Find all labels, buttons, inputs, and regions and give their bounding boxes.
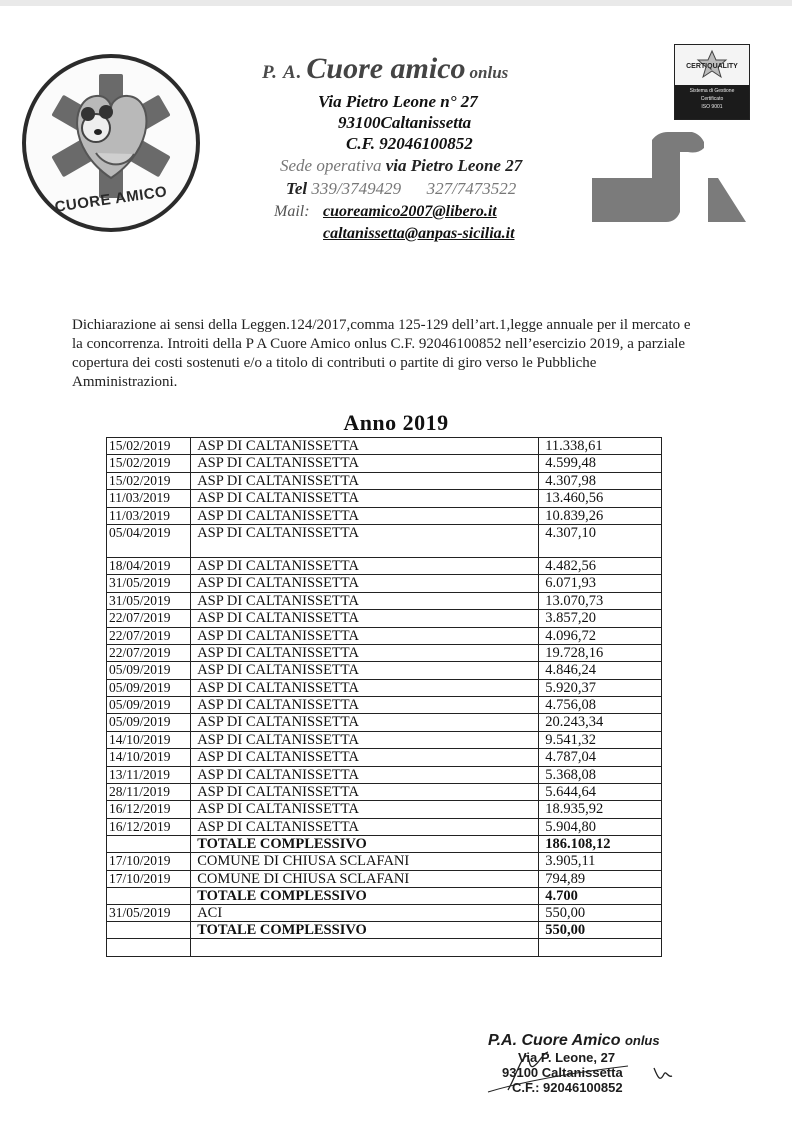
amount-cell: 550,00: [539, 904, 662, 921]
table-row: [107, 749, 662, 766]
decorative-logo-graphic: [588, 128, 752, 230]
description-cell: ASP DI CALTANISSETTA: [191, 455, 539, 472]
cf-line: C.F. 92046100852: [346, 134, 473, 153]
amount-cell: 4.307,10: [539, 524, 662, 557]
table-row: [107, 731, 662, 748]
organization-name: [262, 52, 508, 86]
amount-cell: 3.857,20: [539, 610, 662, 627]
description-cell: ASP DI CALTANISSETTA: [191, 818, 539, 835]
table-row: [107, 853, 662, 870]
date-cell: [107, 939, 191, 956]
date-cell: [107, 922, 191, 939]
cert-line2: Certificato: [700, 96, 724, 102]
date-cell: 05/04/2019: [107, 524, 191, 557]
date-cell: 15/02/2019: [107, 438, 191, 455]
description-cell: ASP DI CALTANISSETTA: [191, 784, 539, 801]
certification-badge: [674, 44, 750, 120]
amount-cell: 5.920,37: [539, 679, 662, 696]
date-cell: 14/10/2019: [107, 731, 191, 748]
address-line1: Via Pietro Leone n° 27: [318, 92, 478, 111]
amount-cell: 5.368,08: [539, 766, 662, 783]
cert-line3: ISO 9001: [701, 104, 723, 110]
description-cell: ASP DI CALTANISSETTA: [191, 714, 539, 731]
contributions-table: [106, 437, 662, 957]
date-cell: 11/03/2019: [107, 507, 191, 524]
amount-cell: 4.787,04: [539, 749, 662, 766]
mail-label: Mail:: [274, 203, 310, 220]
table-row: [107, 714, 662, 731]
top-band: [0, 0, 792, 6]
date-cell: 11/03/2019: [107, 490, 191, 507]
date-cell: 16/12/2019: [107, 818, 191, 835]
stamp-line4: C.F.: 92046100852: [512, 1080, 623, 1095]
date-cell: 22/07/2019: [107, 610, 191, 627]
description-cell: COMUNE DI CHIUSA SCLAFANI: [191, 853, 539, 870]
description-cell: ASP DI CALTANISSETTA: [191, 766, 539, 783]
amount-cell: 4.846,24: [539, 662, 662, 679]
stamp-line2: Via P. Leone, 27: [518, 1050, 616, 1065]
table-row: [107, 697, 662, 714]
table-row: [107, 507, 662, 524]
description-cell: ACI: [191, 904, 539, 921]
sede-address: via Pietro Leone 27: [385, 156, 523, 175]
amount-cell: 4.756,08: [539, 697, 662, 714]
table-row: [107, 644, 662, 661]
table-body: [107, 438, 662, 957]
sede-line: [280, 156, 522, 176]
description-cell: ASP DI CALTANISSETTA: [191, 490, 539, 507]
date-cell: 05/09/2019: [107, 697, 191, 714]
description-cell: ASP DI CALTANISSETTA: [191, 507, 539, 524]
description-cell: TOTALE COMPLESSIVO: [191, 922, 539, 939]
table-row: [107, 557, 662, 574]
amount-cell: 794,89: [539, 870, 662, 887]
table-row: [107, 592, 662, 609]
amount-cell: 5.644,64: [539, 784, 662, 801]
amount-cell: 3.905,11: [539, 853, 662, 870]
amount-cell: 5.904,80: [539, 818, 662, 835]
description-cell: TOTALE COMPLESSIVO: [191, 887, 539, 904]
table-row: [107, 662, 662, 679]
amount-cell: 550,00: [539, 922, 662, 939]
description-cell: ASP DI CALTANISSETTA: [191, 627, 539, 644]
cert-mark-icon: [682, 48, 742, 82]
table-row: [107, 801, 662, 818]
amount-cell: 10.839,26: [539, 507, 662, 524]
tel-line: [286, 179, 516, 199]
logo-text: CUORE AMICO: [53, 183, 169, 216]
date-cell: 15/02/2019: [107, 472, 191, 489]
intro-paragraph: Dichiarazione ai sensi della Leggen.124/2017,comma 125-129 dell’art.1,legge annuale per il mercato e la concorrenza. Introiti della P A Cuore Amico onlus C.F. 92046100852 nell’esercizio 2019, a parziale copertura dei costi sostenuti e/o a titolo di contributi o partite di giro verso le Pubbliche Amministrazioni.: [72, 317, 691, 390]
table-row: [107, 870, 662, 887]
date-cell: 17/10/2019: [107, 853, 191, 870]
date-cell: 18/04/2019: [107, 557, 191, 574]
amount-cell: 20.243,34: [539, 714, 662, 731]
email-primary[interactable]: cuoreamico2007@libero.it: [323, 203, 497, 220]
description-cell: ASP DI CALTANISSETTA: [191, 749, 539, 766]
cert-top: [675, 45, 749, 85]
cert-line1: Sistema di Gestione: [689, 88, 735, 94]
table-row: [107, 784, 662, 801]
date-cell: 13/11/2019: [107, 766, 191, 783]
description-cell: ASP DI CALTANISSETTA: [191, 801, 539, 818]
table-title: Anno 2019: [343, 410, 449, 435]
description-cell: ASP DI CALTANISSETTA: [191, 592, 539, 609]
date-cell: 16/12/2019: [107, 801, 191, 818]
address-line2: 93100Caltanissetta: [338, 113, 472, 132]
description-cell: [191, 939, 539, 956]
amount-cell: 4.096,72: [539, 627, 662, 644]
table-row: [107, 766, 662, 783]
total-row: [107, 836, 662, 853]
table-row: [107, 904, 662, 921]
table-row: [107, 524, 662, 557]
table-row: [107, 490, 662, 507]
amount-cell: 6.071,93: [539, 575, 662, 592]
date-cell: 17/10/2019: [107, 870, 191, 887]
date-cell: 31/05/2019: [107, 904, 191, 921]
amount-cell: 18.935,92: [539, 801, 662, 818]
date-cell: 31/05/2019: [107, 592, 191, 609]
table-row: [107, 455, 662, 472]
amount-cell: [539, 939, 662, 956]
table-row: [107, 679, 662, 696]
table-row: [107, 939, 662, 956]
date-cell: 05/09/2019: [107, 679, 191, 696]
amount-cell: 13.070,73: [539, 592, 662, 609]
tel-label: Tel: [286, 179, 308, 198]
org-suffix: onlus: [469, 63, 509, 82]
table-row: [107, 472, 662, 489]
date-cell: [107, 887, 191, 904]
date-cell: 22/07/2019: [107, 627, 191, 644]
signature-drawing: [468, 1030, 698, 1102]
stamp-line3: 93100 Caltanissetta: [502, 1065, 623, 1080]
table-row: [107, 818, 662, 835]
date-cell: 15/02/2019: [107, 455, 191, 472]
description-cell: ASP DI CALTANISSETTA: [191, 731, 539, 748]
date-cell: 14/10/2019: [107, 749, 191, 766]
description-cell: ASP DI CALTANISSETTA: [191, 697, 539, 714]
amount-cell: 4.482,56: [539, 557, 662, 574]
table-row: [107, 610, 662, 627]
amount-cell: 4.599,48: [539, 455, 662, 472]
description-cell: ASP DI CALTANISSETTA: [191, 472, 539, 489]
description-cell: ASP DI CALTANISSETTA: [191, 662, 539, 679]
description-cell: ASP DI CALTANISSETTA: [191, 524, 539, 557]
amount-cell: 186.108,12: [539, 836, 662, 853]
stamp-line1: P.A. Cuore Amico: [488, 1032, 621, 1049]
description-cell: COMUNE DI CHIUSA SCLAFANI: [191, 870, 539, 887]
description-cell: ASP DI CALTANISSETTA: [191, 575, 539, 592]
date-cell: 05/09/2019: [107, 662, 191, 679]
amount-cell: 9.541,32: [539, 731, 662, 748]
organization-logo: [22, 54, 200, 232]
amount-cell: 13.460,56: [539, 490, 662, 507]
table-row: [107, 575, 662, 592]
org-prefix: P. A.: [262, 62, 303, 83]
total-row: [107, 887, 662, 904]
date-cell: 31/05/2019: [107, 575, 191, 592]
description-cell: ASP DI CALTANISSETTA: [191, 610, 539, 627]
description-cell: TOTALE COMPLESSIVO: [191, 836, 539, 853]
description-cell: ASP DI CALTANISSETTA: [191, 557, 539, 574]
tel-numbers: 339/3749429 327/7473522: [311, 179, 517, 198]
table-row: [107, 627, 662, 644]
table-row: [107, 438, 662, 455]
amount-cell: 4.307,98: [539, 472, 662, 489]
stamp-suffix: onlus: [624, 1033, 660, 1048]
total-row: [107, 922, 662, 939]
date-cell: 05/09/2019: [107, 714, 191, 731]
sede-label: Sede operativa: [280, 156, 382, 175]
date-cell: [107, 836, 191, 853]
amount-cell: 11.338,61: [539, 438, 662, 455]
amount-cell: 4.700: [539, 887, 662, 904]
amount-cell: 19.728,16: [539, 644, 662, 661]
cert-brand: CERTIQUALITY: [686, 63, 738, 70]
cert-caption: [675, 85, 749, 119]
email-secondary[interactable]: caltanissetta@anpas-sicilia.it: [323, 225, 515, 242]
date-cell: 28/11/2019: [107, 784, 191, 801]
description-cell: ASP DI CALTANISSETTA: [191, 679, 539, 696]
description-cell: ASP DI CALTANISSETTA: [191, 438, 539, 455]
org-name: Cuore amico: [306, 52, 466, 85]
date-cell: 22/07/2019: [107, 644, 191, 661]
description-cell: ASP DI CALTANISSETTA: [191, 644, 539, 661]
